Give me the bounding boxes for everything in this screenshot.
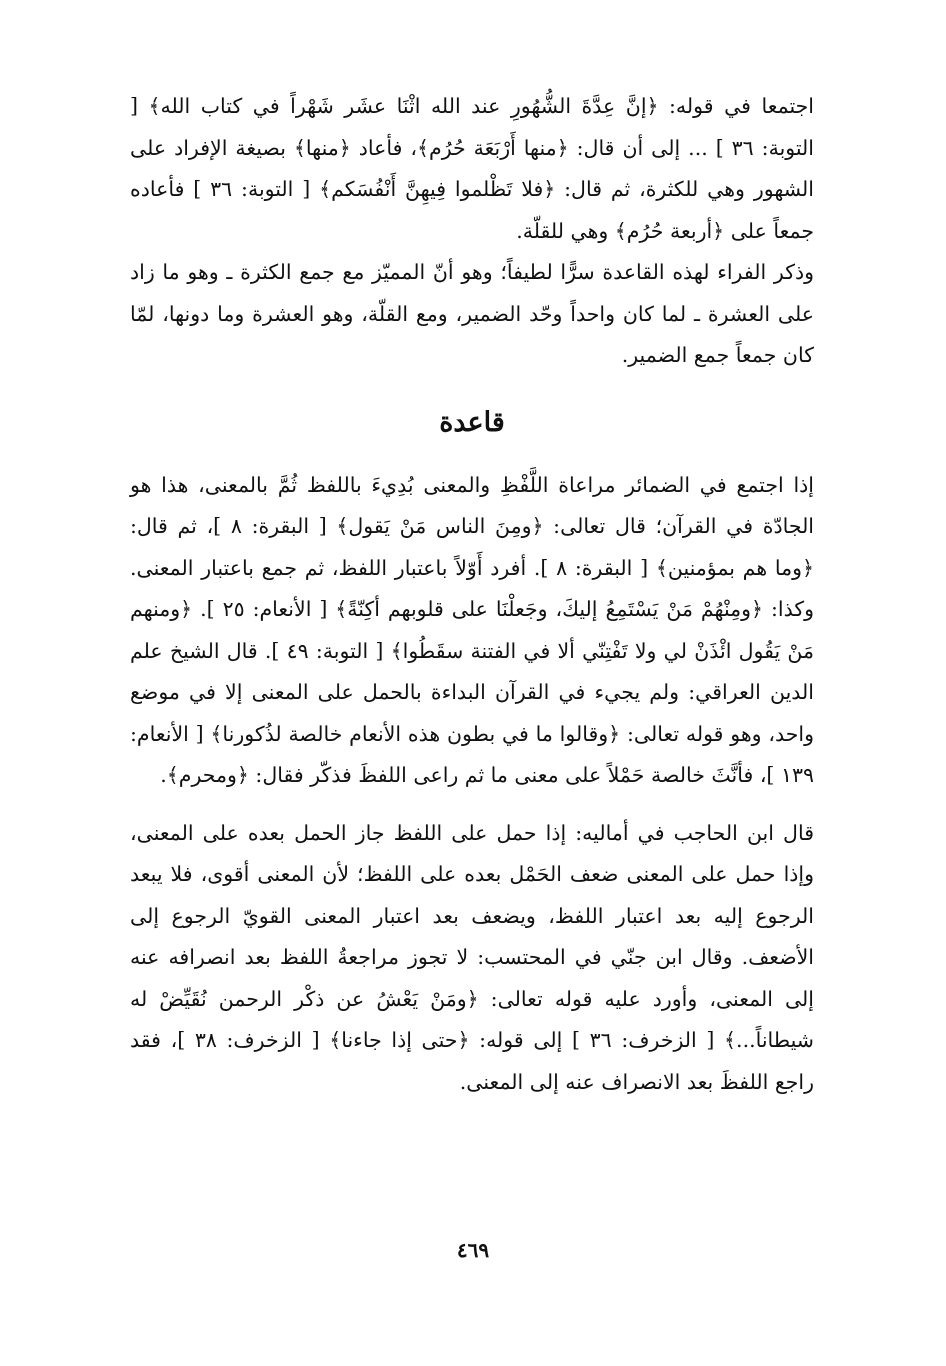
section-heading: قاعدة: [439, 406, 505, 438]
section-paragraph-2: قال ابن الحاجب في أماليه: إذا حمل على اللفظ جاز الحمل بعده على المعنى، وإذا حمل على المعنى ضعف الحَمْل بعده على اللفظ؛ لأن المعنى أقوى، فلا يبعد الرجوع إليه بعد اعتبار اللفظ، ويضعف بعد اعتبار المعنى القويّ الرجوع إلى الأضعف. وقال ابن جنّي في المحتسب: لا تجوز مراجعةُ اللفظ بعد انصرافه عنه إلى المعنى، وأورد عليه قوله تعالى: ﴿ومَنْ يَعْشُ عن ذكْر الرحمن نُقَيِّضْ له شيطاناً...﴾ [ الزخرف: ٣٦ ] إلى قوله: ﴿حتى إذا جاءنا﴾ [ الزخرف: ٣٨ ]، فقد راجع اللفظَ بعد الانصراف عنه إلى المعنى.: [130, 820, 814, 1094]
paragraph-gap: [130, 797, 814, 813]
intro-paragraph-2: وذكر الفراء لهذه القاعدة سرًّا لطيفاً؛ وهو أنّ المميّز مع جمع الكثرة ـ وهو ما زاد على العشرة ـ لما كان واحداً وحّد الضمير، ومع القلّة، وهو العشرة وما دونها، لمّا كان جمعاً جمع الضمير.: [130, 260, 814, 367]
page-number: ٤٦٩: [456, 1238, 490, 1262]
intro-paragraph-1: اجتمعا في قوله: ﴿إنَّ عِدَّةَ الشُّهُورِ عند الله اثْنَا عشَر شَهْراً في كتاب الله﴾ [ التوبة: ٣٦ ] ... إلى أن قال: ﴿منها أَرْبَعَة حُرُم﴾، فأعاد ﴿منها﴾ بصيغة الإفراد على الشهور وهي للكثرة، ثم قال: ﴿فلا تَظْلموا فِيهِنَّ أَنْفُسَكم﴾ [ التوبة: ٣٦ ] فأعاده جمعاً على ﴿أربعة حُرُم﴾ وهي للقلّة.: [130, 94, 814, 243]
section-paragraph-1: إذا اجتمع في الضمائر مراعاة اللَّفْظِ والمعنى بُدِيءَ باللفظ ثُمَّ بالمعنى، هذا هو الجادّة في القرآن؛ قال تعالى: ﴿ومِنَ الناس مَنْ يَقول﴾ [ البقرة: ٨ ]، ثم قال: ﴿وما هم بمؤمنين﴾ [ البقرة: ٨ ]. أفرد أَوّلاً باعتبار اللفظ، ثم جمع باعتبار المعنى. وكذا: ﴿ومِنْهُمْ مَنْ يَسْتَمِعُ إليكَ، وجَعلْنَا على قلوبهم أكِنّةً﴾ [ الأنعام: ٢٥ ]. ﴿ومنهم مَنْ يَقُول ائْذَنْ لي ولا تَفْتِنّي ألا في الفتنة سقَطُوا﴾ [ التوبة: ٤٩ ]. قال الشيخ علم الدين العراقي: ولم يجيء في القرآن البداءة بالحمل على المعنى إلا في موضع واحد، وهو قوله تعالى: ﴿وقالوا ما في بطون هذه الأنعام خالصة لذُكورنا﴾ [ الأنعام: ١٣٩ ]، فأنَّثَ خالصة حَمْلاً على معنى ما ثم راعى اللفظَ فذكّر فقال: ﴿ومحرم﴾.: [130, 472, 815, 787]
